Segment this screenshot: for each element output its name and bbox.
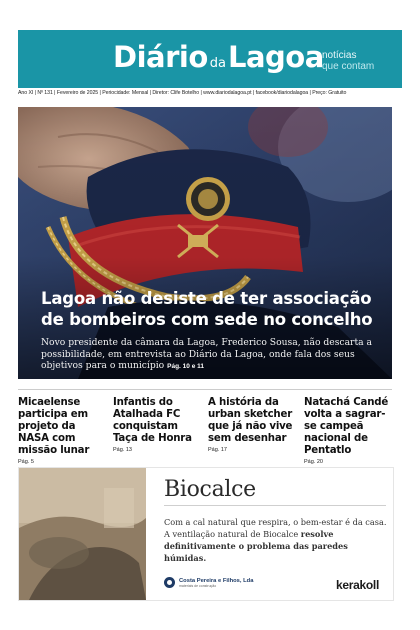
teaser-title: Natachá Candé volta a sagrar-se campeã nacional de Pentatlo <box>304 397 389 456</box>
cover-lead-page: Pág. 10 e 11 <box>167 363 205 370</box>
teaser-title: Infantis do Atalhada FC conquistam Taça de Honra <box>113 397 192 444</box>
ad-body-normal: Com a cal natural que respira, o bem-estar é da casa. A ventilação natural de Biocalce <box>164 517 387 539</box>
brand-subtitle: materiais de construção <box>179 583 217 588</box>
ad-body-bold: resolve definitivamente o problema das paredes húmidas. <box>164 529 348 563</box>
ad-title: Biocalce <box>164 477 256 502</box>
teaser-item[interactable] <box>18 397 106 465</box>
masthead <box>18 30 402 88</box>
tagline-line1: notícias <box>322 50 357 61</box>
ad-body <box>164 516 389 564</box>
cover-headline[interactable]: Lagoa não desiste de ter associação de bombeiros com sede no concelho <box>41 289 373 329</box>
ad-divider <box>164 505 386 506</box>
teaser-item[interactable] <box>208 397 296 453</box>
issue-info-line: Ano XI | Nº 131 | Fevereiro de 2025 | Periocidade: Mensal | Diretor: Clife Botelho | www.diariodalagoa.pt | facebook/diariodalagoa | Preço: Gratuito <box>18 90 347 96</box>
logo-word-da: da <box>209 56 226 71</box>
tagline-line2: que contam <box>322 61 375 72</box>
ad-photo-illustration <box>19 468 146 600</box>
teaser-page: Pág. 13 <box>113 447 132 453</box>
cover-lead <box>41 337 381 373</box>
ad-photo <box>19 468 146 600</box>
ad-brand <box>164 577 253 588</box>
teaser-item[interactable] <box>304 397 392 465</box>
teaser-title: Micaelense participa em projeto da NASA com missão lunar <box>18 397 90 456</box>
teaser-item[interactable] <box>113 397 201 453</box>
logo-word-lagoa: Lagoa <box>227 40 324 74</box>
teaser-page: Pág. 17 <box>208 447 227 453</box>
partner-logo: kerakoll <box>336 578 379 592</box>
cover-lead-text: Novo presidente da câmara da Lagoa, Frederico Sousa, não descarta a possibilidade, em entrevista ao Diário da Lagoa, onde fala dos seus objetivos para o município <box>41 337 373 371</box>
teaser-title: A história da urban sketcher que já não vive sem desenhar <box>208 397 293 444</box>
teaser-page: Pág. 20 <box>304 459 323 465</box>
teaser-page: Pág. 5 <box>18 459 34 465</box>
logo-word-diario: Diário <box>113 40 208 74</box>
brand-name: Costa Pereira e Filhos, Lda <box>179 577 254 584</box>
teaser-row <box>18 389 392 465</box>
tagline <box>322 50 374 72</box>
advertisement[interactable] <box>18 467 394 601</box>
newspaper-logo[interactable] <box>113 40 324 74</box>
brand-logo-icon <box>164 577 175 588</box>
